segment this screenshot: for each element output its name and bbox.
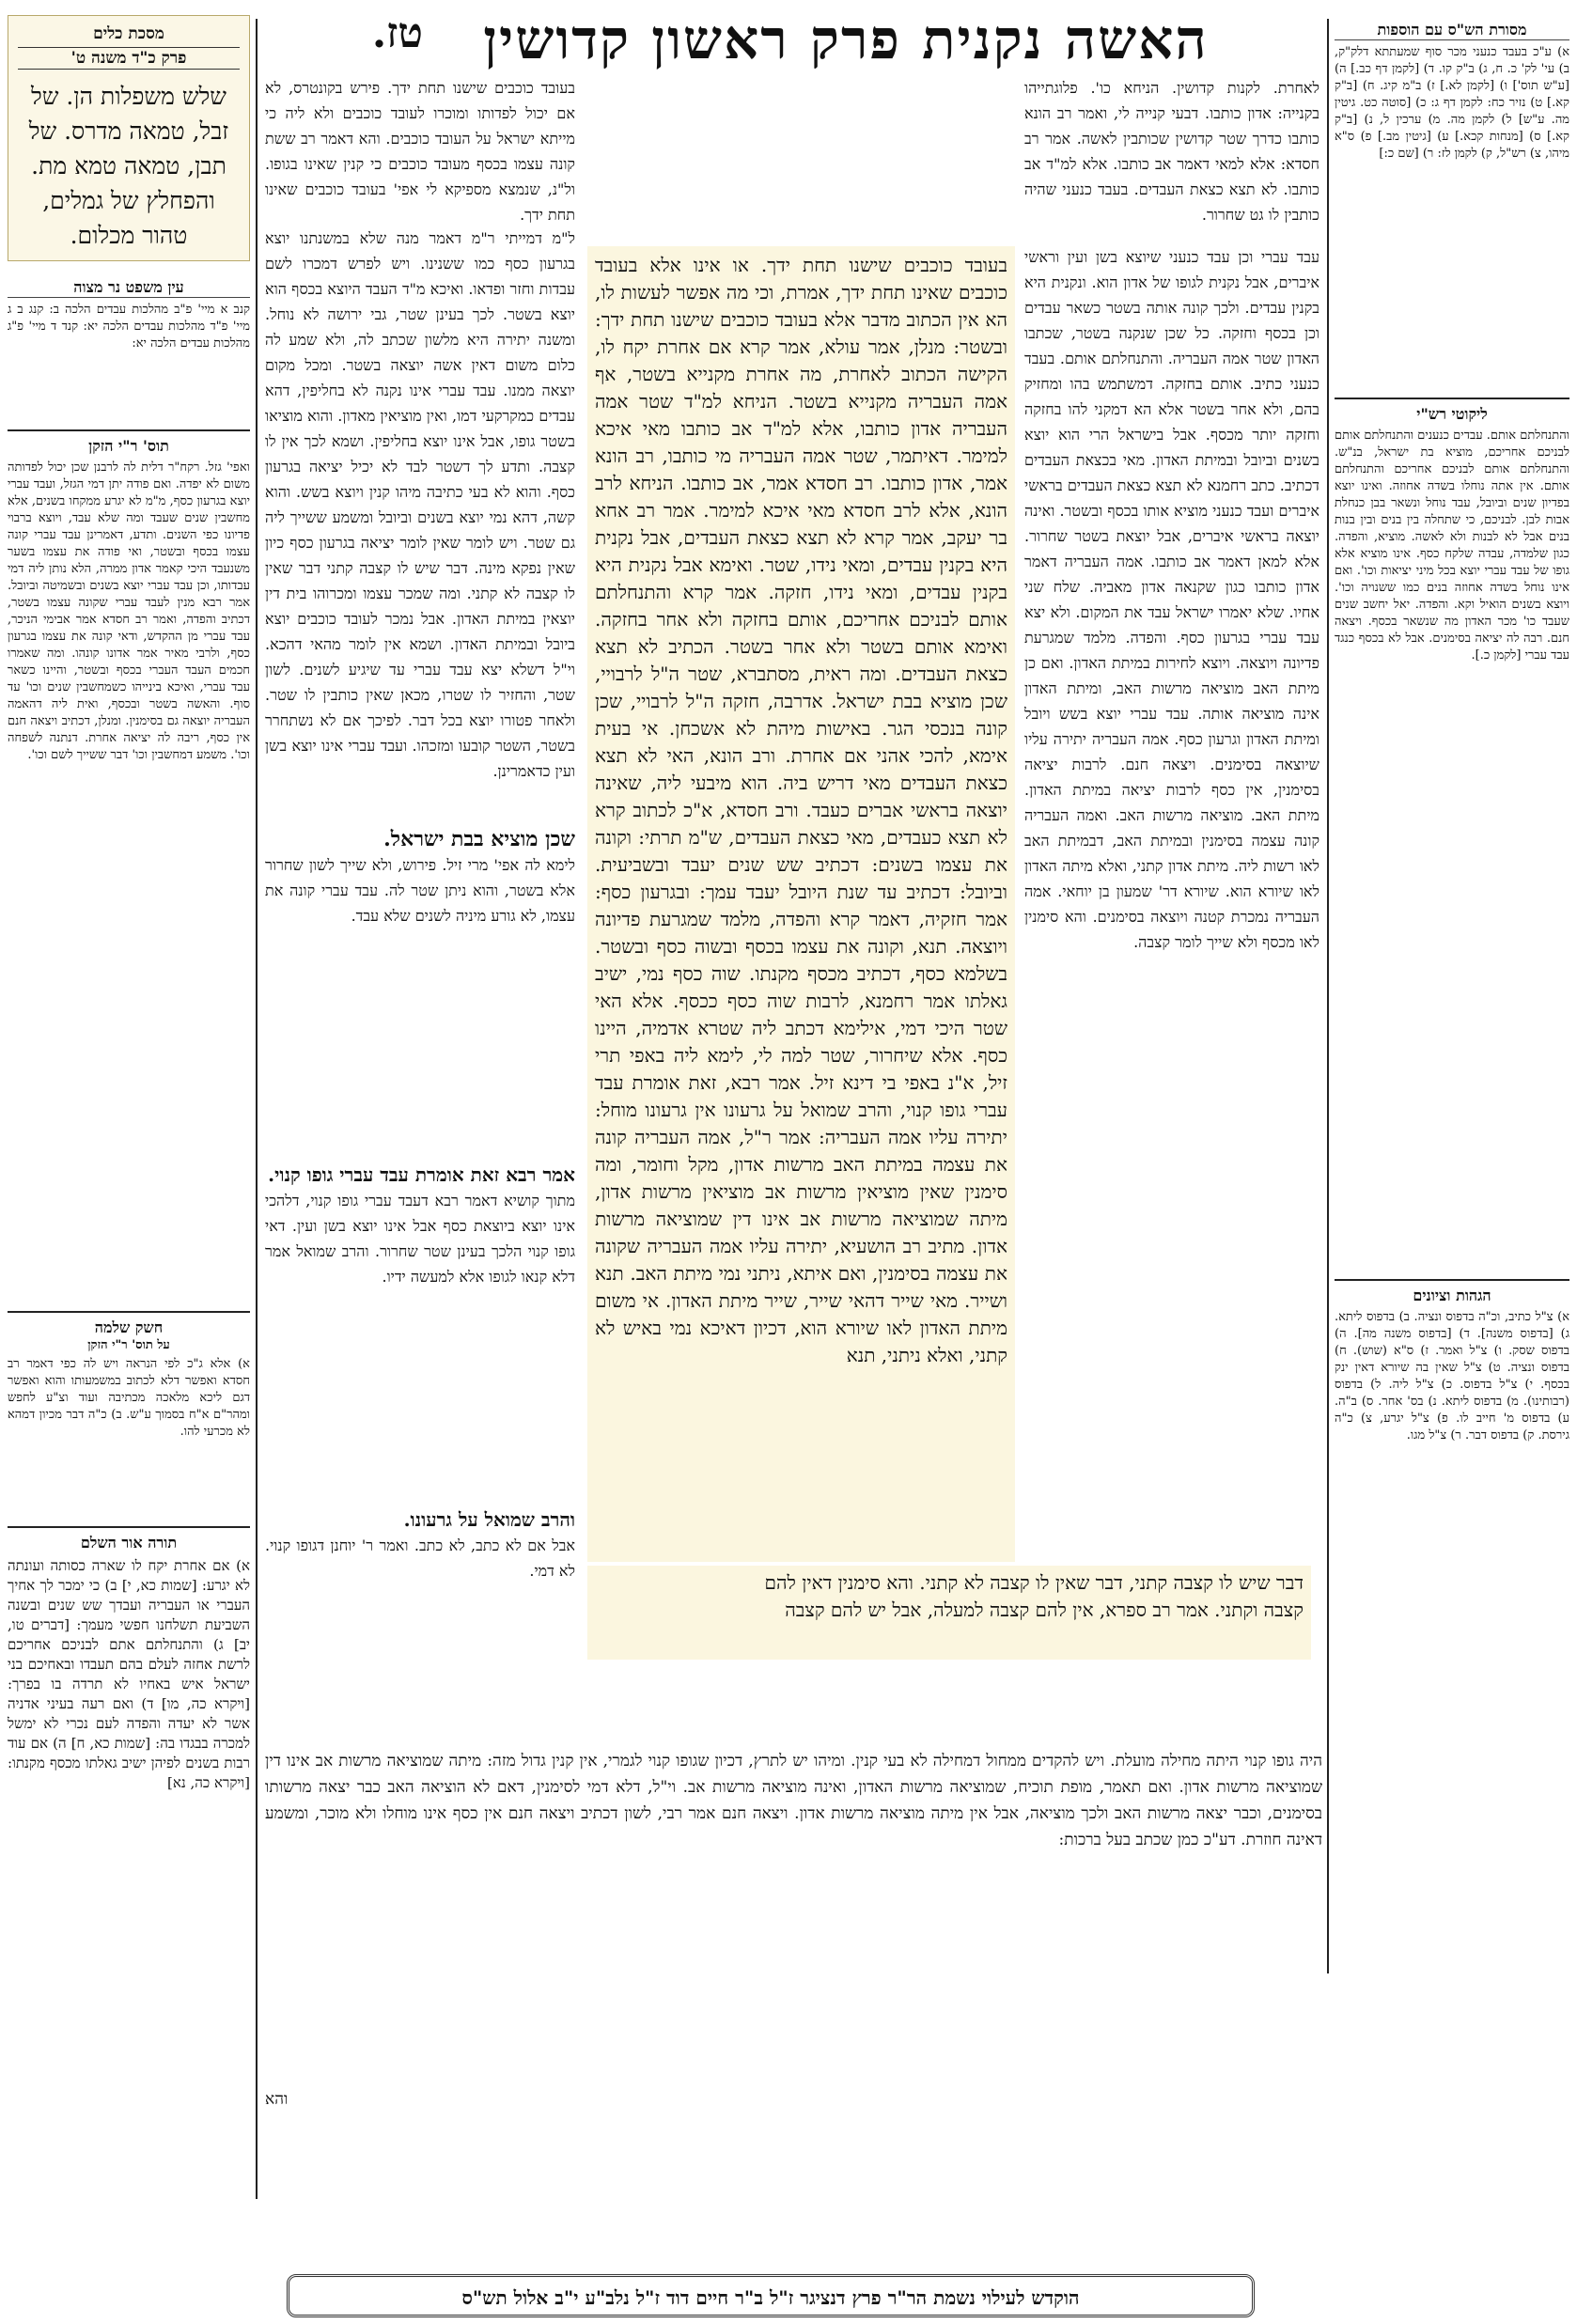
divider [8,1311,250,1313]
page-header [310,8,1278,73]
gemara-final-lines [587,1566,1311,1660]
tosafot-body: ל"מ דמייתי ר"מ דאמר מנה שלא במשנתנו יוצא בגרעון כסף כמו ששנינו. ויש לפרש דמכרו לשם עבדות וחזר ופדאו. ואיכא מ"ד העבד היוצא בכסף הוא יוצא בשטר. לכך בעינן שטר, גבי ירושה לא נוחל. ומשנה יתירה היא מלשון שכתב לה, ולא שמע לה כלום משום דאין אשה יוצאה בשטר. ומכל מקום יוצאה ממנו. עבד עברי אינו נקנה לא בחליפין, דהא עבדים כמקרקעי דמו, ואין מוציאין מאדון. והוא מוציאו בשטר גופו, אבל אינו יוצא בחליפין. ושמא לכך אין לו קצבה. ותדע לך דשטר לבד לא יכיל יציאה בגרעון כסף. והוא לא בעי כתיבה מיהו קנין ויוצא בשש. והוא קשה, דהא נמי יוצא בשנים וביובל ומשמע ששייך ליה גם שטר. ויש לומר שאין לומר יציאה בגרעון כסף כיון שאין נפקא מינה. דבר שיש לו קצבה קתני דבר שאין לו קצבה לא קתני. ומה שמכר עצמו ומכרוהו בית דין יוצאין במיתת האדון. אבל נמכר לעובד כוכבים יוצא ביובל ובמיתת האדון. ושמא אין לומר מהאי דהכא. וי"ל דשלא יצא עבד עברי עד שיגיע לשנים. לשון שטר, והחזיר לו שטרו, מכאן שאין כותבין לו שטר. ולאחר פטורו יוצא בכל דבר. לפיכך אם לא נשתחרר בשטר, השטר קובעו ומזכהו. ועבד עברי אינו יוצא בשן ועין כדאמרינן. [265,229,575,780]
kelim-box-title [18,23,240,73]
mesoret-title: מסורת הש"ס עם הוספות [1335,21,1569,40]
right-column-rule [1327,19,1329,1973]
divider [8,429,250,431]
gemara-last-line-a: דבר שיש לו קצבה קתני, דבר שאין לו קצבה לא קתני. והא סימנין דאין להם [764,1571,1304,1594]
tosafot-commentary [265,75,575,1739]
dedication-banner: הוקדש לעילוי נשמת הר"ר פרץ דנציגר ז"ל ב"ר חיים דוד ז"ל נלב"ע י"ב אלול תש"ס [287,2274,1255,2317]
tosfot-rid-title: תוס' ר"י הזקן [88,437,169,455]
ein-mishpat-text: קנב א מיי' פ"ב מהלכות עבדים הלכה ב: קנג ב ג מיי' פ"ד מהלכות עבדים הלכה יא: קנד ד מיי' פ"ג מהלכות עבדים הלכה יא: [8,303,250,351]
chesek-shlomo-text: א) אלא ג"כ לפי הנראה ויש לה כפי דאמר רב חסדא ואפשר דלא לכתוב במשמעותו והוא ואפשר דגם ליכא מלאכה מכתיבה ועוד וצ"ע לחפש ומהר"ם א"ח בסמוך ע"ש. ב) כ"ה דבר מכיון דמהא לא מכרעי להו. [8,1357,250,1439]
gemara-main-text [587,246,1015,1562]
tosafot-sidebar-text: לימא לה אפי' מרי זיל. פירוש, ולא שייך לשון שחרור אלא בשטר, והוא ניתן שטר לה. עבד עברי קונה את עצמו, לא גורע מיניה לשנים שלא עבד. [265,856,575,925]
catchword: והא [265,2090,289,2109]
tosafot-haran-text: אבל אם לא כתב, לא כתב. ואמר ר' יוחנן דגופו קנוי. לא דמי. [265,1536,575,1580]
gemara-text: בעובד כוכבים שישנו תחת ידך. או אינו אלא בעובד כוכבים שאינו תחת ידך, אמרת, וכי מה אפשר לעשות לו, הא אין הכתוב מדבר אלא בעובד כוכבים שישנו תחת ידך: ובשטר: מנלן, אמר עולא, אמר קרא אם אחרת יקח לו, הקישה הכתוב לאחרת, מה אחרת מקנייא בשטר, אף אמה העבריה מקנייא בשטר. הניחא למ"ד שטר אמה העבריה אדון כותבו, אלא למ"ד אב כותבו מאי איכא למימר. דאיתמר, שטר אמה העבריה מי כותבו, רב הונא אמר, אדון כותבו. רב חסדא אמר, אב כותבו. הניחא לרב הונא, אלא לרב חסדא מאי איכא למימר. אמר רב אחא בר יעקב, אמר קרא לא תצא כצאת העבדים, אבל נקנית היא בקנין עבדים, ומאי נידו, שטר. ואימא אבל נקנית היא בקנין עבדים, ומאי נידו, חזקה. אמר קרא והתנחלתם אותם לבניכם אחריכם, אותם בחזקה ולא אחר בחזקה. ואימא אותם בשטר ולא אחר בשטר. הכתיב לא תצא כצאת העבדים. ומה ראית, מסתברא, שטר ה"ל לרבויי, שכן מוציא בבת ישראל. אדרבה, חזקה ה"ל לרבויי, שכן קונה בנכסי הגר. באישות מיהת לא אשכחן. אי בעית אימא, להכי אהני אם אחרת. ורב הונא, האי לא תצא כצאת העבדים מאי דריש ביה. הוא מיבעי ליה, שאינה יוצאה בראשי אברים כעבד. ורב חסדא, א"כ לכתוב קרא לא תצא כעבדים, מאי כצאת העבדים, ש"מ תרתי: וקונה את עצמו בשנים: דכתיב שש שנים יעבד ובשביעית. וביובל: דכתיב עד שנת היובל יעבד עמך: ובגרעון כסף: אמר חזקיה, דאמר קרא והפדה, מלמד שמגרעת פדיונה ויוצאה. תנא, וקונה את עצמו בכסף ובשוה כסף ובשטר. בשלמא כסף, דכתיב מכסף מקנתו. שוה כסף נמי, ישיב גאלתו אמר רחמנא, לרבות שוה כסף ככסף. אלא האי שטר היכי דמי, אילימא דכתב ליה שטרא אדמיה, היינו כסף. אלא שיחרור, שטר למה לי, לימא ליה באפי תרי זיל, א"נ באפי בי דינא זיל. אמר רבא, זאת אומרת עבד עברי גופו קנוי, והרב שמואל על גרעונו אין גרעונו מוחל: יתירה עליו אמה העבריה: אמר ר"ל, אמה העבריה קונה את עצמה במיתת האב מרשות אדון, מקל וחומר, ומה סימנין שאין מוציאין מרשות אב מוציאין מרשות אדון, מיתה שמוציאה מרשות אב אינו דין שמוציאה מרשות אדון. מתיב רב הושעיא, יתירה עליו אמה העבריה שקונה את עצמה בסימנין, ואם איתא, ניתני נמי מיתת האב. תנא ושייר. מאי שייר דהאי שייר, שייר מיתת האדון. אי משום מיתת האדון לאו שיורא הוא, דכיון דאיכא נמי באיש לא קתני, ואלא ניתני, תנא [595,254,1007,1366]
left-margin-column [8,273,250,2237]
divider [8,1526,250,1528]
chesek-shlomo-title: חשק שלמה [94,1318,164,1336]
divider [1335,1279,1569,1281]
kelim-title-line1: מסכת כלים [93,24,164,43]
tosafot-amar-rava-text: מתוך קושיא דאמר רבא דעבד עברי גופו קנוי, דלהכי אינו יוצא ביוצאת כסף אבל אינו יוצא בשן ועין. דאי גופו קנוי הלכך בעינן שטר שחרור. והרב שמואל אמר דלא קנאו לגופו אלא למעשה ידיו. [265,1192,575,1286]
chesek-shlomo-subtitle: על תוס' ר"י הזקן [87,1338,170,1352]
likutei-rashi-text: והתנחלתם אותם. עבדים כנענים והתנחלתם אותם לבניכם אחריכם, מוציא בת ישראל, בנ"ש. והתנחלתם אותם לבניכם אחריכם והתנחלתם אותם. אין אתה נוחלו בשדה אחוזה. ואינו יוצא בפדיון שנים וביובל, עבד נוחל ונשאר בבן כנחלת אבות לבן. לבניכם, כי שתחלה בין בנים ובין בנות בנים אבל לא לבנות ולא לאשה. מוציא, והפדה. כגון שלמדה, עבדה שלקח כסף. אינו מוציא אלא גופו של עבד עברי יוצא בכל מיני יציאות וכו'. ואם אינו נוחל בשדה אחוזה בנים כמו ששנויה וכו'. ויוצא בשנים הואיל וקא. והפדה. יאל יחשב שנים שעבד כו' מכר האדון מה שנשאר בכסף. ויצאה חנם. רבה לה יציאה בסימנים. אבל לא בכסף כנגד עבד עברי [לקמן כ.]. [1335,429,1569,663]
hagahot-text: א) צ"ל כתיב, וכ"ה בדפוס ונציה. ב) בדפוס ליתא. ג) [בדפוס משנה]. ד) [בדפוס משנה מה]. ה) בדפוס שסק. ו) צ"ל ואמר. ז) ס"א (שוש). ח) בדפוס ונציה. ט) צ"ל שאין בה שיורא דאין ינק בכסף. י) צ"ל בדפוס. כ) צ"ל ליה. ל) בדפוס (רבותינו). מ) בדפוס ליתא. נ) בס' אחר. ס) ב"ה. ע) בדפוס מ' חייב לו. פ) צ"ל יגרע, צ) כ"ה גירסת. ק) בדפוס דבר. ר) צ"ל מגו. [1335,1310,1569,1443]
page-title: האשה נקנית פרק ראשון קדושין [483,8,1209,71]
tosafot-haran-heading: והרב שמואל על גרעונו. [403,1508,575,1531]
rashi-commentary [1024,75,1319,1532]
likutei-rashi-title: ליקוטי רש"י [1416,405,1488,423]
bottom-commentary [265,1748,1322,2143]
mesoret-text: א) ע"כ בעבד כנעני מכר סוף שמעתתא דלק"ק, ב) עי' לק' כ. ח, ג) ב"ק קו. ד) [לקמן דף כב.] ה) [ע"ש תוס'] ו) [לקמן לא.] ז) ב"מ קיג. ח) [ב"ק קא.] ט) נזיר כח: לקמן דף ג: כ) [סוטה כט. גיטין מה. ע"ש] ל) לקמן מה. מ) ערכין ל, נ) [ב"ק קא.] ס) [מנחות קכא.] ע) [גיטין מב.] פ) ס"א מיהו, צ) רש"ל, ק) לקמן לז: ר) [שם כ:] [1335,45,1569,161]
bottom-commentary-text: היה גופו קנוי היתה מחילה מועלת. ויש להקדים ממחול דמחילה לא בעי קנין. ומיהו יש לתרץ, דכיון שגופו קנוי לגמרי, אין קנין גדול מזה: מיתה שמוציאה מרשות אב אינו דין שמוציאה מרשות אדון. ואם תאמר, מופת תוכיח, שמוציאה מרשות האדון, ואינה מוציאה מרשות אב. וי"ל, דלא דמי לסימנין, דאם לא הוציאה האב כבר יצאה מרשותו בסימנים, וכבר יצאה מרשות האב ולכך מוציאה, אבל אין מיתה מוציאה מרשות אדון. ויצאה חנם אמר רבי, לשון דכתיב ויצאה חנם אין כסף אינו מוחלו ולא מוכר, ומשמע דאינה חוזרת. דע"כ כמן שכתב בעל ברכות: [265,1752,1322,1849]
left-column-rule [256,19,258,2199]
rashi-body: עבד עברי וכן עבד כנעני שיוצא בשן ועין וראשי איברים, אבל נקנית לגופו של אדון הוא. ונקנית היא בקנין עבדים. ולכך קונה אותה בשטר כשאר עבדים וכן בכסף וחזקה. כל שכן שנקנה בשטר, שכתבו האדון שטר אמה העבריה. והתנחלתם אותם. בעבד כנעני כתיב. אותם בחזקה. דמשתמש בהו ומחזיק בהם, ולא אחר בשטר אלא הא דמקני להו בחזקה וחזקה יותר מכסף. אבל בישראל הרי הוא יוצא בשנים וביובל ובמיתת האדון. מאי בכצאת העבדים דכתיב. כתב רחמנא לא תצא כצאת העבדים בראשי איברים ועבד כנעני מוציא אותו בכסף ובשטר. ואינה יוצאה בראשי איברים, אבל יוצאת בשטר שחרור. אלא למאן דאמר אב כותבו. אמה העבריה דאמר אדון כותבו כגון שקנאה אדון מאביה. שלח שני אחיו. שלא יאמרו ישראל עבד את המקום. ולא יצא עבד עברי בגרעון כסף. והפדה. מלמד שמגרעת פדיונה ויוצאה. ויוצא לחירות במיתת האדון. ואם כן מיתת האב מוציאה מרשות האב, ומיתת האדון אינה מוציאה אותה. עבד עברי יוצא בשש ויובל ומיתת האדון וגרעון כסף. אמה העבריה יתירה עליו שיוצאה בסימנים. ויצאה חנם. לרבות יציאה בסימנין, אין כסף לרבות יציאה במיתת האדון. מיתת האב. מוציאה מרשות האב. ואמה העבריה קונה עצמה בסימנין ובמיתת האב, דבמיתת האב לאו רשות ליה. מיתת אדון קתני, ואלא מיתה האדון לאו שיורא הוא. שיורא דר' שמעון בן יוחאי. אמה העבריה נמכרת קטנה ויוצאה בסימנים. והא סימנין לאו מכסף ולא שייך לומר קצבה. [1024,248,1319,951]
tosafot-intro: בעובד כוכבים שישנו תחת ידך. פירש בקונטרס, לא אם יכול לפדותו ומוכרו לעובד כוכבים ולא ליה כי מייתא ישראל על העובד כוכבים. והא דאמר רב ששת קונה עצמו בכסף מעובד כוכבים כי קנין שאינו בגופו. ול"נ, שנמצא מספיקא לי אפי' בעובד כוכבים שאינו תחת ידך. [265,79,575,224]
kelim-mishna-box [8,15,250,261]
rashi-intro: לאחרת. לקנות קדושין. הניחא כו'. פלוגתייהו בקנייה: אדון כותבו. דבעי קנייה לי, ואמר רב הונא כותבו כדרך שטר קדושין שכותבין לאשה. אמר רב חסדא: אלא למאי דאמר אב כותבו. אלא למ"ד אב כותבו. לא תצא כצאת העבדים. בעבד כנעני שהיה כותבין לו גט שחרור. [1024,79,1319,224]
right-margin-column [1335,15,1569,1923]
hagahot-title: הגהות וציונים [1413,1287,1491,1304]
kelim-mishna-text: שלש משפלות הן. של זבל, טמאה מדרס. של תבן, טמאה טמא מת. והפחלץ של גמלים, טהור מכלום. [28,83,229,249]
tosafot-sidebar-heading: שכן מוציא בבת ישראל. [383,827,575,851]
gemara-last-line-b: קצבה וקתני. אמר רב ספרא, אין להם קצבה למעלה, אבל יש להם קצבה [785,1599,1304,1621]
torah-or-text: א) אם אחרת יקח לו שארה כסותה ועונתה לא יגרע: [שמות כא, י] ב) כי ימכר לך אחיך העברי או העבריה ועבדך שש שנים ובשנה השביעת תשלחנו חפשי מעמך: [דברים טו, יב] ג) והתנחלתם אתם לבניכם אחריכם לרשת אחזה לעלם בהם תעבדו ובאחיכם בני ישראל איש באחיו לא תרדה בו בפרך: [ויקרא כה, מו] ד) ואם רעה בעיני אדניה אשר לא יעדה והפדה לעם נכרי לא ימשל למכרה בבגדו בה: [שמות כא, ח] ה) אם עוד רבות בשנים לפיהן ישיב גאלתו מכסף מקנתו: [ויקרא כה, נא] [8,1557,250,1791]
tosfot-rid-text: ואפי' גזל. רקח"ר דלית לה לרבנן שכן יכול לפדותה משום לא יפדה. ואם פודה יתן דמי הגזל, ועבד עברי יוצא בגרעון כסף, מ"מ לא יגרע ממקחו בשנים, אלא מחשבין שנים שעבד ומה שלא עבד, ויוצא ברבוי פדיונו כפי השנים. ותדע, דאמרינן עבד עברי קונה עצמו בכסף ובשטר, ואי פודה את עצמו בשער משנעבד היכי קאמר אדון ממרה, הלא נותן ליה דמי עבדותו, וכן עבד עברי יוצא בשנים ובשמיטה וביובל. אמר רבא מנין לעבד עברי שקונה עצמו בשטר, דכתיב והפדה, ואמר רב חסדא אמר אבימי הניכר, עבד עברי מן ההקדש, ודאי קונה את עצמו בגרעון כסף, ולרבי מאיר אמר אדונו קונהו. ומה שאמרו חכמים העבד העברי בכסף ובשטר, והיינו כשאר עבד עברי, ואיכא בינייהו כשמחשבין שנים וכו' עד סוף. והאשה בשטר ובכסף, ואית ליה דהאמה העבריה יוצאה גם בסימנין. ומנלן, דכתיב ויצאה חנם אין כסף, ריבה לה יציאה אחרת. דנתנה לשפחה וכו'. משמע דמחשבין וכו' דבר ששייך לשם וכו'. [8,460,250,762]
divider [1335,398,1569,399]
ein-mishpat-title: עין משפט נר מצוה [8,278,250,298]
kelim-title-line2: פרק כ"ד משנה ט' [18,47,240,70]
tosafot-amar-rava-heading: אמר רבא זאת אומרת עבד עברי גופו קנוי. [268,1163,575,1186]
folio-number: טז. [371,9,423,57]
torah-or-title: תורה אור השלם [80,1534,178,1552]
